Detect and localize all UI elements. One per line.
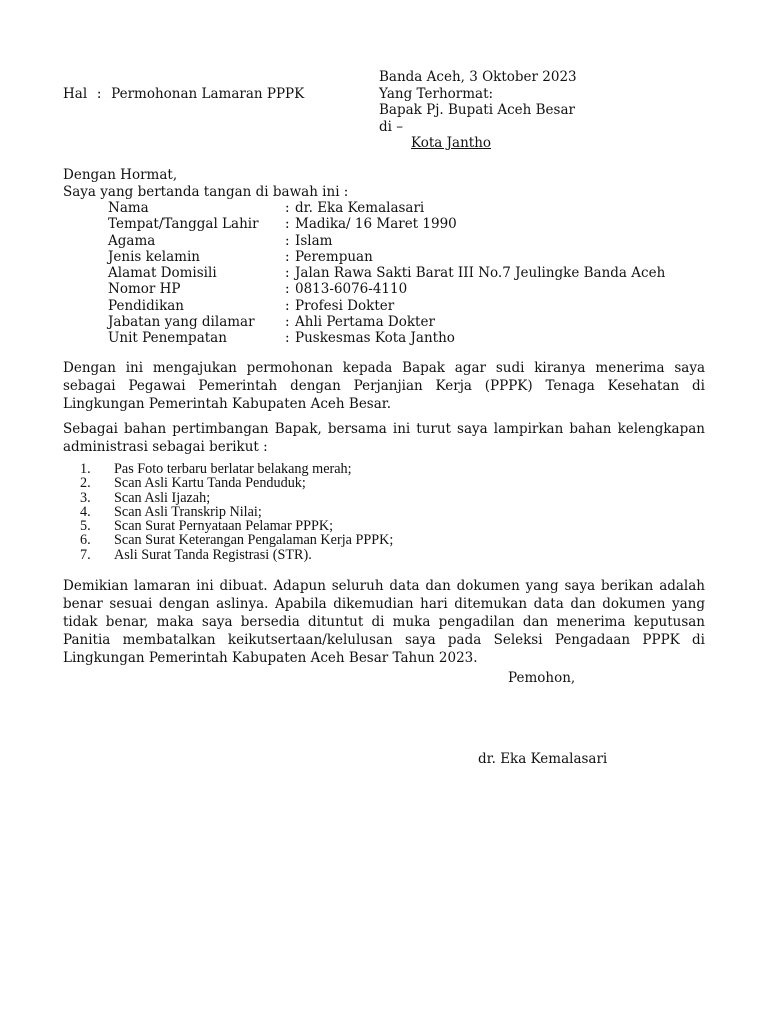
field-row: [108, 200, 665, 216]
field-colon: :: [285, 314, 290, 331]
field-value: dr. Eka Kemalasari: [295, 200, 425, 216]
field-colon: :: [285, 265, 290, 282]
field-colon: :: [285, 216, 290, 233]
list-text: Scan Asli Transkrip Nilai;: [114, 503, 262, 520]
field-row: [108, 298, 665, 314]
list-item: [80, 533, 393, 547]
list-text: Scan Asli Kartu Tanda Penduduk;: [114, 475, 306, 492]
field-label: Unit Penempatan: [108, 330, 227, 347]
greeting-opening: Dengan Hormat,: [63, 167, 178, 183]
attachments-intro-paragraph: Sebagai bahan pertimbangan Bapak, bersama ini turut saya lampirkan bahan kelengkapan administrasi sebagai berikut :: [63, 421, 705, 455]
declaration-paragraph: Demikian lamaran ini dibuat. Adapun seluruh data dan dokumen yang saya berikan adalah benar sesuai dengan aslinya. Apabila dikemudian hari ditemukan data dan dokumen yang tidak benar, maka saya bersedia dituntut di muka pengadilan dan menerima keputusan Panitia membatalkan keikutsertaan/kelulusan saya pada Seleksi Pengadaan PPPK di Lingkungan Pemerintah Kabupaten Aceh Besar Tahun 2023.: [63, 578, 705, 666]
list-text: Asli Surat Tanda Registrasi (STR).: [114, 546, 312, 563]
list-number: 6.: [80, 532, 91, 549]
field-colon: :: [285, 248, 290, 265]
list-item: [80, 462, 393, 476]
field-value: Puskesmas Kota Jantho: [295, 330, 455, 347]
list-number: 1.: [80, 461, 91, 477]
field-value: Madika/ 16 Maret 1990: [295, 216, 457, 233]
applicant-fields: [108, 200, 665, 347]
salutation-to: Yang Terhormat:: [379, 85, 494, 102]
field-label: Pendidikan: [108, 297, 185, 314]
list-text: Scan Asli Ijazah;: [114, 489, 211, 506]
list-item: [80, 519, 393, 533]
field-colon: :: [285, 281, 290, 298]
list-text: Scan Surat Keterangan Pengalaman Kerja PPPK;: [114, 532, 394, 549]
field-colon: :: [285, 200, 290, 216]
recipient-at: di –: [379, 118, 404, 135]
field-value: Profesi Dokter: [295, 297, 395, 314]
recipient-block: [379, 69, 577, 152]
field-label: Agama: [108, 232, 156, 249]
greeting-intro: Saya yang bertanda tangan di bawah ini :: [63, 183, 349, 200]
field-row: [108, 233, 665, 249]
subject-line: [63, 86, 304, 102]
field-label: Alamat Domisili: [108, 265, 217, 282]
list-number: 5.: [80, 518, 91, 535]
field-row: [108, 314, 665, 330]
list-text: Pas Foto terbaru berlatar belakang merah;: [114, 461, 352, 477]
field-value: 0813-6076-4110: [295, 281, 408, 298]
field-value: Ahli Pertama Dokter: [295, 314, 435, 331]
request-paragraph: Dengan ini mengajukan permohonan kepada Bapak agar sudi kiranya menerima saya sebagai Pegawai Pemerintah dengan Perjanjian Kerja (PPPK) Tenaga Kesehatan di Lingkungan Pemerintah Kabupaten Aceh Besar.: [63, 360, 705, 412]
field-row: [108, 249, 665, 265]
list-number: 2.: [80, 475, 91, 492]
field-label: Nama: [108, 200, 149, 216]
field-value: Islam: [295, 232, 333, 249]
closing-label: Pemohon,: [508, 670, 576, 686]
subject-text: Permohonan Lamaran PPPK: [111, 86, 305, 102]
signer-name: dr. Eka Kemalasari: [478, 751, 608, 767]
list-number: 3.: [80, 489, 91, 506]
list-item: [80, 491, 393, 505]
field-value: Jalan Rawa Sakti Barat III No.7 Jeulingke Banda Aceh: [295, 265, 666, 282]
recipient-location: Kota Jantho: [411, 135, 492, 151]
field-colon: :: [285, 330, 290, 347]
list-number: 7.: [80, 546, 91, 563]
list-item: [80, 548, 393, 562]
field-label: Nomor HP: [108, 281, 181, 298]
list-item: [80, 476, 393, 490]
list-text: Scan Surat Pernyataan Pelamar PPPK;: [114, 518, 334, 535]
list-number: 4.: [80, 503, 91, 520]
field-row: [108, 265, 665, 281]
subject-label: Hal: [63, 86, 88, 102]
field-colon: :: [285, 232, 290, 249]
field-row: [108, 216, 665, 232]
field-label: Tempat/Tanggal Lahir: [108, 216, 259, 233]
field-colon: :: [285, 297, 290, 314]
field-row: [108, 330, 665, 346]
list-item: [80, 505, 393, 519]
field-label: Jabatan yang dilamar: [108, 314, 255, 331]
subject-separator: :: [96, 86, 102, 102]
field-value: Perempuan: [295, 248, 373, 265]
recipient-name: Bapak Pj. Bupati Aceh Besar: [379, 102, 575, 118]
greeting-block: [63, 167, 348, 200]
attachment-list: [80, 462, 393, 562]
field-label: Jenis kelamin: [108, 248, 200, 265]
field-row: [108, 281, 665, 297]
place-date: Banda Aceh, 3 Oktober 2023: [379, 69, 577, 85]
